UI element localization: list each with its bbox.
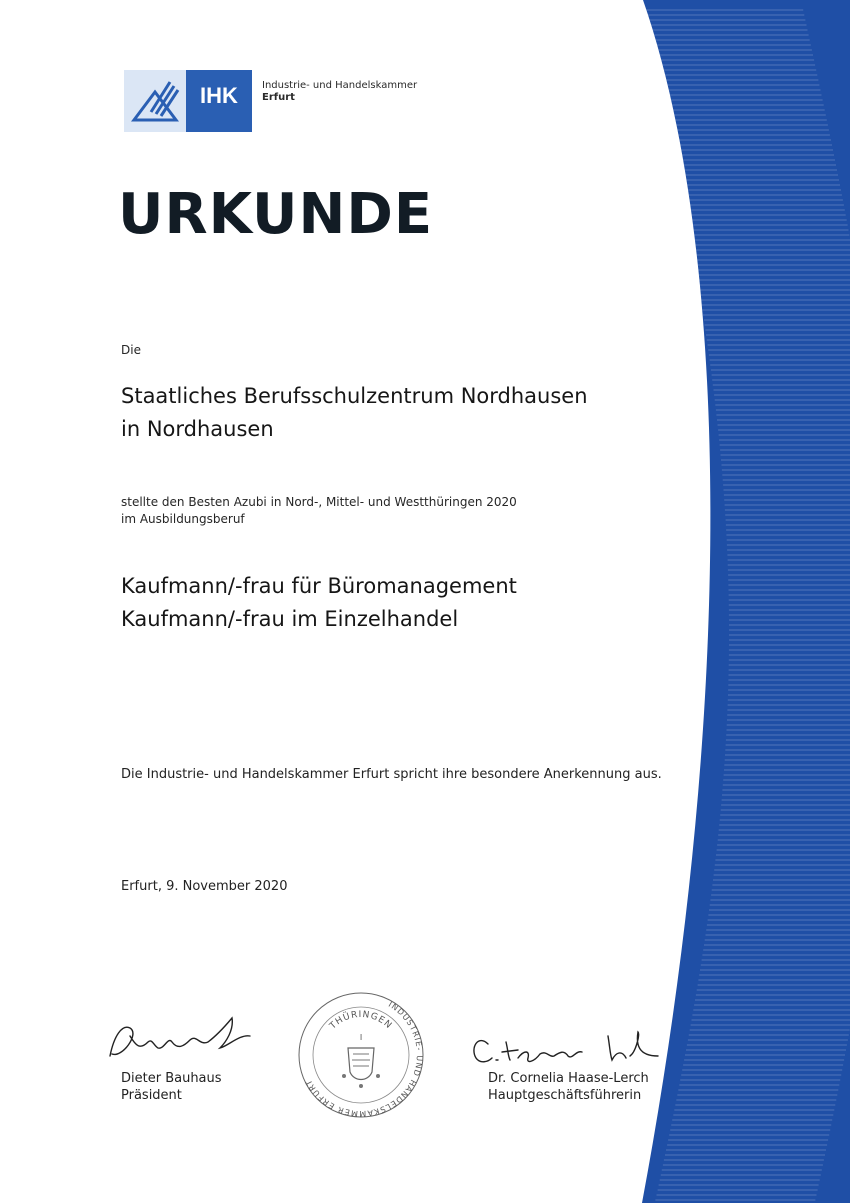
logo-abbr: IHK <box>200 83 238 108</box>
right-signatory-name: Dr. Cornelia Haase-Lerch <box>488 1071 649 1086</box>
right-signature <box>468 1020 668 1070</box>
statement-line-2: im Ausbildungsberuf <box>121 512 245 526</box>
org-line-2: Erfurt <box>262 92 295 103</box>
right-signatory <box>488 1070 649 1104</box>
school-name <box>121 380 588 446</box>
occupation-1: Kaufmann/-frau für Büromanagement <box>121 574 517 598</box>
left-signature <box>100 1006 260 1066</box>
occupation-2: Kaufmann/-frau im Einzelhandel <box>121 607 459 631</box>
left-signatory-role: Präsident <box>121 1088 182 1103</box>
statement <box>121 494 517 528</box>
left-signatory <box>121 1070 222 1104</box>
intro-text: Die <box>121 343 141 357</box>
recognition-text: Die Industrie- und Handelskammer Erfurt spricht ihre besondere Anerkennung aus. <box>121 767 662 782</box>
place-date: Erfurt, 9. November 2020 <box>121 879 288 894</box>
school-line-1: Staatliches Berufsschulzentrum Nordhausen <box>121 384 588 408</box>
official-seal <box>296 990 426 1120</box>
ihk-logo <box>124 70 252 132</box>
certificate-title: URKUNDE <box>118 182 434 247</box>
left-signatory-name: Dieter Bauhaus <box>121 1071 222 1086</box>
organization-name <box>262 80 417 104</box>
seal-top-text: THÜRINGEN <box>328 1009 394 1032</box>
right-signatory-role: Hauptgeschäftsführerin <box>488 1088 642 1103</box>
school-line-2: in Nordhausen <box>121 417 274 441</box>
org-line-1: Industrie- und Handelskammer <box>262 80 418 91</box>
statement-line-1: stellte den Besten Azubi in Nord-, Mittel- und Westthüringen 2020 <box>121 495 517 509</box>
occupations <box>121 570 517 636</box>
seal-number: I <box>359 1033 363 1042</box>
seal-ring-text: INDUSTRIE- UND HANDELSKAMMER ERFURT <box>303 999 425 1119</box>
